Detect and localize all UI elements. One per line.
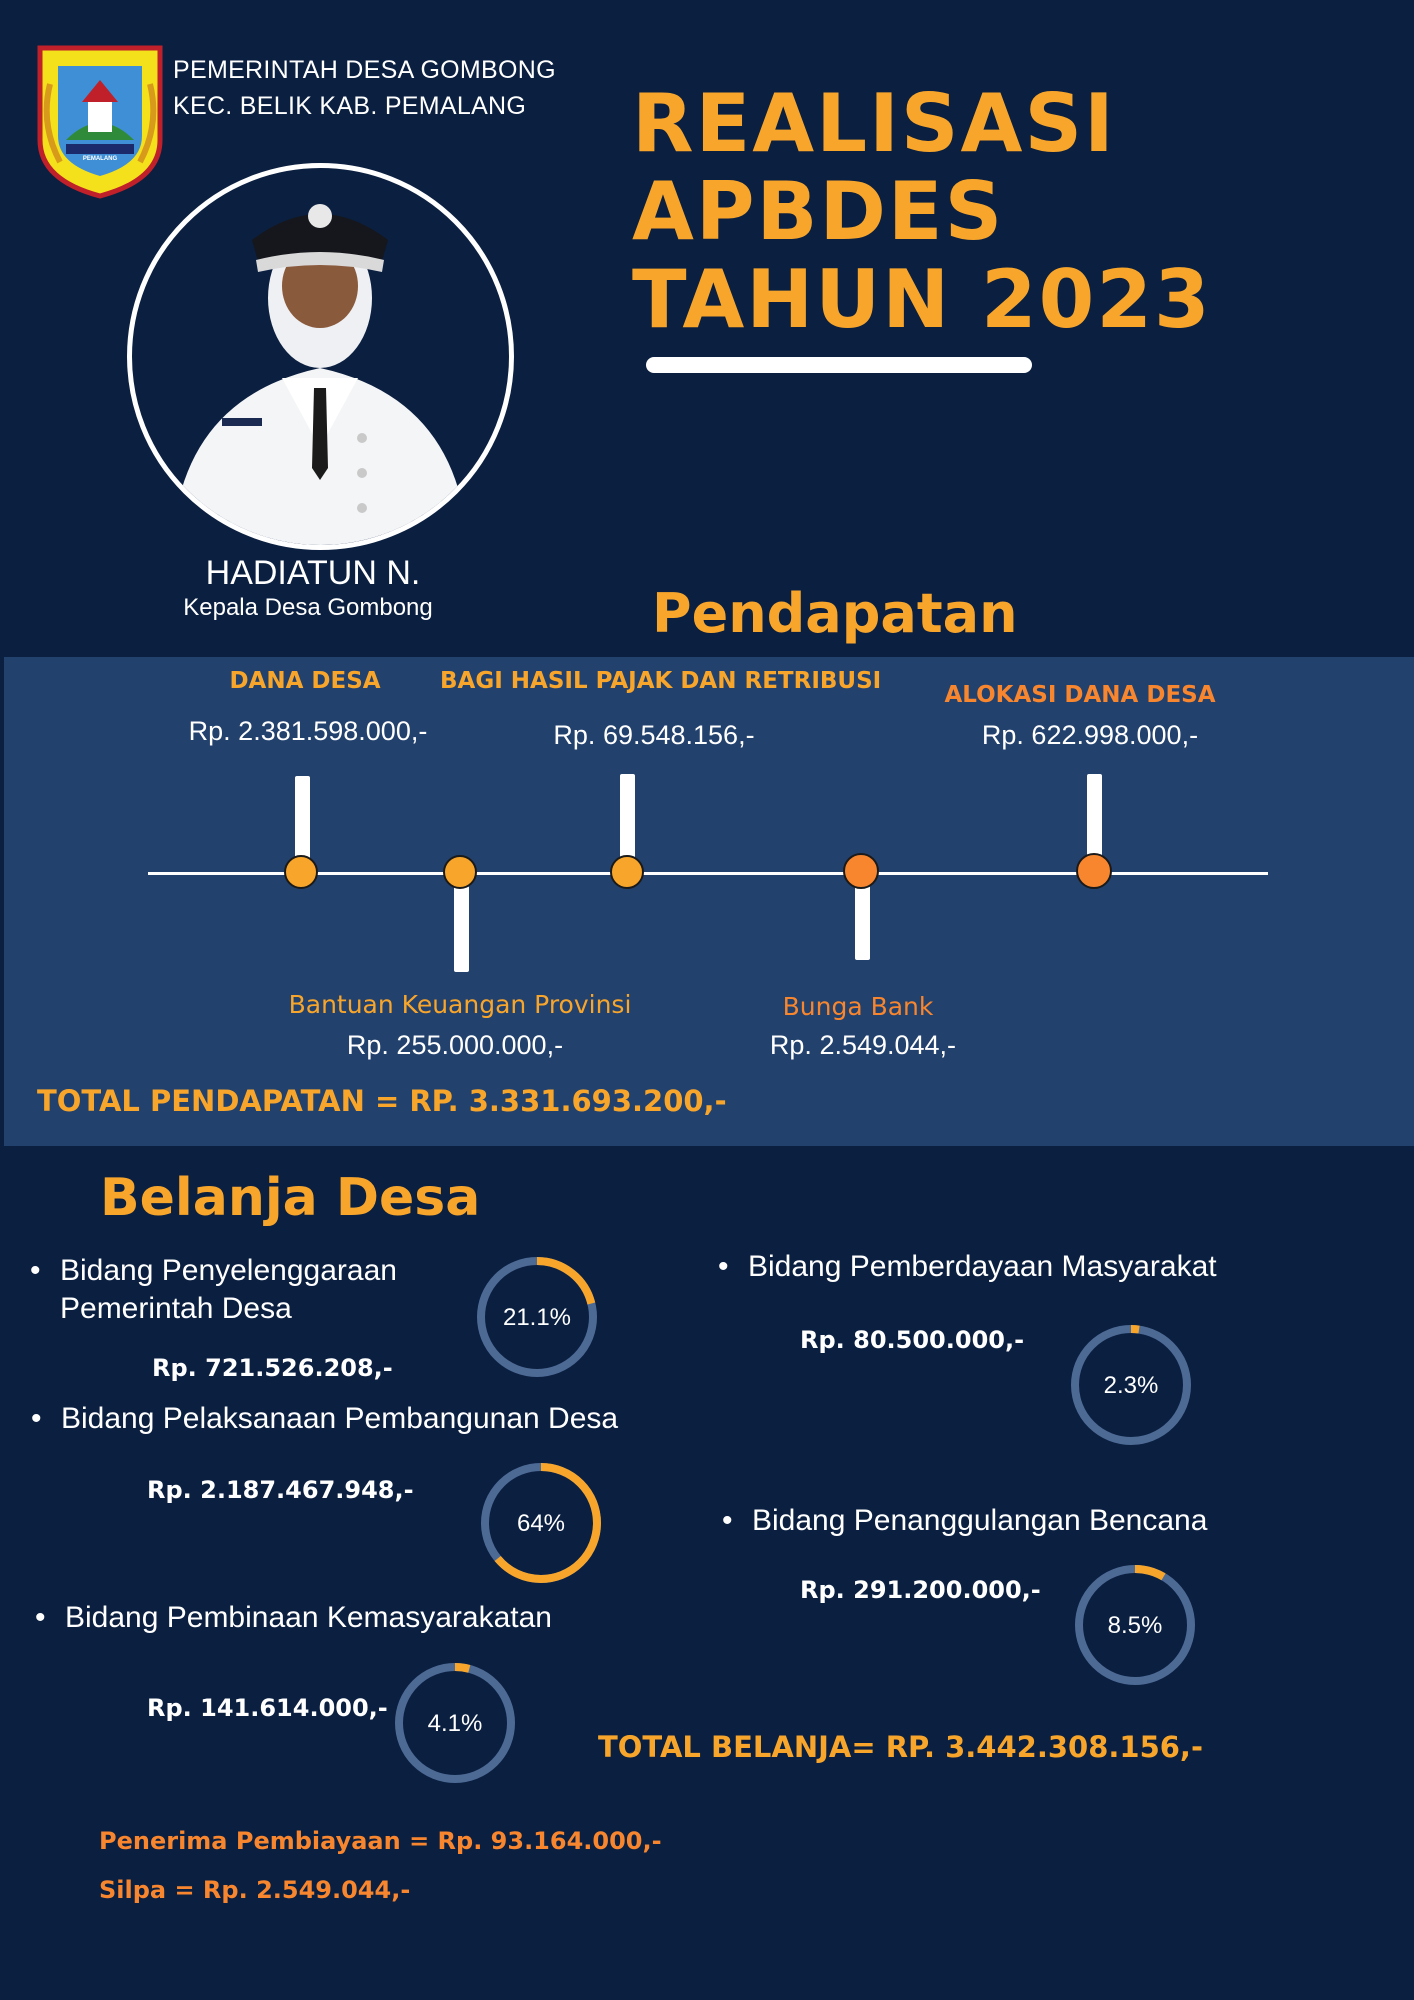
- expense-amount-pembinaan: Rp. 141.614.000,-: [147, 1694, 388, 1722]
- expense-amount-pemberdayaan: Rp. 80.500.000,-: [800, 1326, 1025, 1354]
- org-location: KEC. BELIK KAB. PEMALANG: [173, 92, 527, 120]
- timeline-dot: [610, 855, 644, 889]
- expense-amount-penanggulangan: Rp. 291.200.000,-: [800, 1576, 1041, 1604]
- timeline-dot: [284, 855, 318, 889]
- expense-amount-penyelenggaraan: Rp. 721.526.208,-: [152, 1354, 393, 1382]
- donut-label: 2.3%: [1103, 1372, 1159, 1399]
- belanja-title: Belanja Desa: [100, 1168, 481, 1228]
- donut-label: 8.5%: [1107, 1612, 1163, 1639]
- person-role: Kepala Desa Gombong: [183, 594, 433, 621]
- income-value-bantuan-provinsi: Rp. 255.000.000,-: [346, 1030, 564, 1060]
- title-line-3: TAHUN 2023: [632, 253, 1212, 346]
- donut-pembinaan: [392, 1660, 518, 1786]
- penerima-pembiayaan: Penerima Pembiayaan = Rp. 93.164.000,-: [99, 1827, 662, 1855]
- timeline-dot: [1076, 853, 1112, 889]
- title-line-1: REALISASI: [632, 77, 1116, 170]
- person-portrait-icon: [132, 168, 509, 545]
- timeline-stem: [1087, 774, 1102, 860]
- expense-label-pemberdayaan: • Bidang Pemberdayaan Masyarakat: [748, 1248, 1368, 1286]
- timeline-stem: [620, 774, 635, 860]
- timeline-dot: [843, 853, 879, 889]
- donut-penanggulangan: [1072, 1562, 1198, 1688]
- timeline-dot: [443, 855, 477, 889]
- income-label-bantuan-provinsi: Bantuan Keuangan Provinsi: [288, 990, 632, 1019]
- income-label-dana-desa: DANA DESA: [229, 668, 381, 694]
- donut-label: 4.1%: [427, 1710, 483, 1737]
- donut-pemberdayaan: [1068, 1322, 1194, 1448]
- expense-label-pembinaan: • Bidang Pembinaan Kemasyarakatan: [65, 1599, 665, 1637]
- timeline-stem: [295, 776, 310, 862]
- income-value-bagi-hasil: Rp. 69.548.156,-: [553, 720, 755, 750]
- income-label-bunga-bank: Bunga Bank: [782, 992, 934, 1021]
- timeline-stem: [855, 886, 870, 960]
- shield-emblem-icon: [36, 44, 164, 200]
- profile-photo: [127, 163, 514, 550]
- timeline-stem: [454, 886, 469, 972]
- income-label-bagi-hasil: BAGI HASIL PAJAK DAN RETRIBUSI: [440, 668, 882, 694]
- expense-label-penanggulangan: • Bidang Penanggulangan Bencana: [752, 1502, 1372, 1540]
- expense-label-pembangunan: • Bidang Pelaksanaan Pembangunan Desa: [61, 1400, 721, 1438]
- person-name: HADIATUN N.: [205, 554, 421, 592]
- title-line-2: APBDES: [632, 165, 1005, 258]
- expense-label-penyelenggaraan: • Bidang Penyelenggaraan Pemerintah Desa: [60, 1252, 460, 1328]
- title-underline: [646, 357, 1032, 373]
- donut-penyelenggaraan: [474, 1254, 600, 1380]
- village-emblem: [36, 44, 164, 200]
- emblem-text: PEMALANG: [82, 156, 118, 162]
- donut-pembangunan: [478, 1460, 604, 1586]
- income-value-alokasi-dana-desa: Rp. 622.998.000,-: [981, 720, 1199, 750]
- income-value-dana-desa: Rp. 2.381.598.000,-: [188, 716, 428, 746]
- total-belanja: TOTAL BELANJA= RP. 3.442.308.156,-: [598, 1730, 1203, 1764]
- income-value-bunga-bank: Rp. 2.549.044,-: [769, 1030, 957, 1060]
- expense-amount-pembangunan: Rp. 2.187.467.948,-: [147, 1476, 414, 1504]
- org-name: PEMERINTAH DESA GOMBONG: [173, 56, 556, 84]
- income-label-alokasi-dana-desa: ALOKASI DANA DESA: [944, 682, 1216, 708]
- silpa: Silpa = Rp. 2.549.044,-: [99, 1876, 411, 1904]
- pendapatan-title: Pendapatan: [652, 582, 1018, 645]
- donut-label: 64%: [516, 1510, 566, 1537]
- donut-label: 21.1%: [502, 1304, 572, 1331]
- total-pendapatan: TOTAL PENDAPATAN = RP. 3.331.693.200,-: [37, 1084, 727, 1118]
